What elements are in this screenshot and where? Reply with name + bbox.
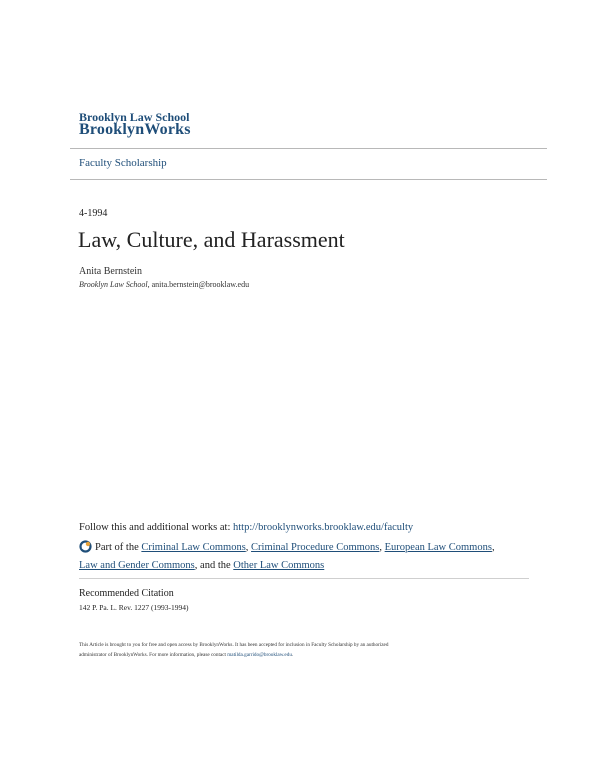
criminal-law-commons-link[interactable]: Criminal Law Commons <box>141 542 246 553</box>
follow-line <box>79 522 413 533</box>
article-title: Law, Culture, and Harassment <box>78 227 345 252</box>
affiliation-email: , anita.bernstein@brooklaw.edu <box>147 280 250 289</box>
publication-date: 4-1994 <box>79 208 108 219</box>
series-link[interactable]: Faculty Scholarship <box>79 157 167 169</box>
criminal-procedure-commons-link[interactable]: Criminal Procedure Commons <box>251 542 380 553</box>
divider <box>70 148 547 149</box>
contact-email-link[interactable]: matilda.garrido@brooklaw.edu <box>227 652 292 658</box>
part-of-prefix: Part of the <box>95 542 142 553</box>
faculty-collection-link[interactable]: http://brooklynworks.brooklaw.edu/faculty <box>233 522 414 533</box>
author-name: Anita Bernstein <box>79 266 143 277</box>
follow-prefix: Follow this and additional works at: <box>79 522 233 533</box>
other-law-commons-link[interactable]: Other Law Commons <box>233 560 325 571</box>
disclaimer-line2: administrator of BrooklynWorks. For more information, please contact <box>79 652 228 658</box>
divider <box>79 578 529 579</box>
separator: , and the <box>194 560 234 571</box>
repository-name[interactable]: BrooklynWorks <box>79 121 191 138</box>
separator: , <box>245 542 252 553</box>
citation-heading: Recommended Citation <box>79 588 174 599</box>
disclaimer-line1: This Article is brought to you for free and open access by BrooklynWorks. It has been accepted for inclusion in Faculty Scholarship by an authorized <box>79 642 389 648</box>
access-disclaimer <box>79 640 549 660</box>
institution-name: Brooklyn Law School <box>79 110 190 124</box>
european-law-commons-link[interactable]: European Law Commons <box>384 542 492 553</box>
divider <box>70 179 547 180</box>
part-of-line <box>79 540 539 573</box>
disclaimer-suffix: . <box>291 652 294 658</box>
separator: , <box>491 542 495 553</box>
author-affiliation <box>79 280 249 289</box>
affiliation-institution: Brooklyn Law School <box>79 280 148 289</box>
commons-icon <box>79 540 92 558</box>
citation-text: 142 P. Pa. L. Rev. 1227 (1993-1994) <box>79 603 189 612</box>
law-and-gender-commons-link[interactable]: Law and Gender Commons <box>79 560 195 571</box>
separator: , <box>379 542 385 553</box>
